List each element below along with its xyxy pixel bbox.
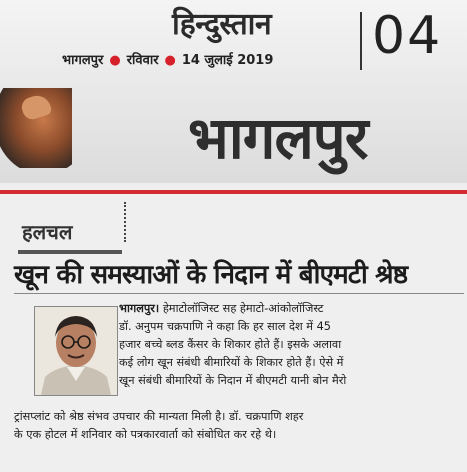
- column-label: हलचल: [22, 220, 73, 244]
- masthead-divider: [360, 12, 362, 70]
- headline-rule: [14, 293, 464, 294]
- section-title: भागलपुर: [188, 104, 368, 172]
- doctor-photo: [34, 306, 118, 396]
- bullet-icon: ●: [109, 53, 121, 68]
- paper-name: हिन्दुस्तान: [172, 7, 272, 42]
- article-line: भागलपुर। हेमाटोलॉजिस्ट सह हेमाटो-आंकोलॉजिस्ट: [119, 302, 324, 315]
- column-label-rule: [18, 250, 122, 254]
- masthead: [0, 0, 467, 183]
- edition-dateline: [62, 50, 273, 68]
- column-separator: [124, 202, 126, 242]
- bullet-icon: ●: [164, 53, 176, 68]
- article-line: डॉ. अनुपम चक्रपाणि ने कहा कि हर साल देश में 45: [119, 320, 331, 333]
- article-line: खून संबंधी बीमारियों के निदान में बीएमटी यानी बोन मैरो: [119, 374, 347, 387]
- article-line: कई लोग खून संबंधी बीमारियों के शिकार होते हैं। ऐसे में: [119, 356, 344, 369]
- edition-city: भागलपुर: [62, 53, 104, 68]
- article-line: ट्रांसप्लांट को श्रेष्ठ संभव उपचार की मान्यता मिली है। डॉ. चक्रपाणि शहर: [14, 410, 304, 423]
- edition-day: रविवार: [126, 53, 159, 68]
- article-dateline: भागलपुर।: [119, 302, 160, 315]
- article-headline: खून की समस्याओं के निदान में बीएमटी श्रेष्ठ: [14, 260, 408, 290]
- portrait-illustration: [35, 307, 117, 395]
- section-rule: [0, 190, 467, 194]
- article-line: हजार बच्चे ब्लड कैंसर के शिकार होते हैं। इसके अलावा: [119, 338, 342, 351]
- page-number: 04: [372, 6, 443, 66]
- article-line: के एक होटल में शनिवार को पत्रकारवार्ता को संबोधित कर रहे थे।: [14, 428, 277, 441]
- edition-date: 14 जुलाई 2019: [181, 53, 274, 68]
